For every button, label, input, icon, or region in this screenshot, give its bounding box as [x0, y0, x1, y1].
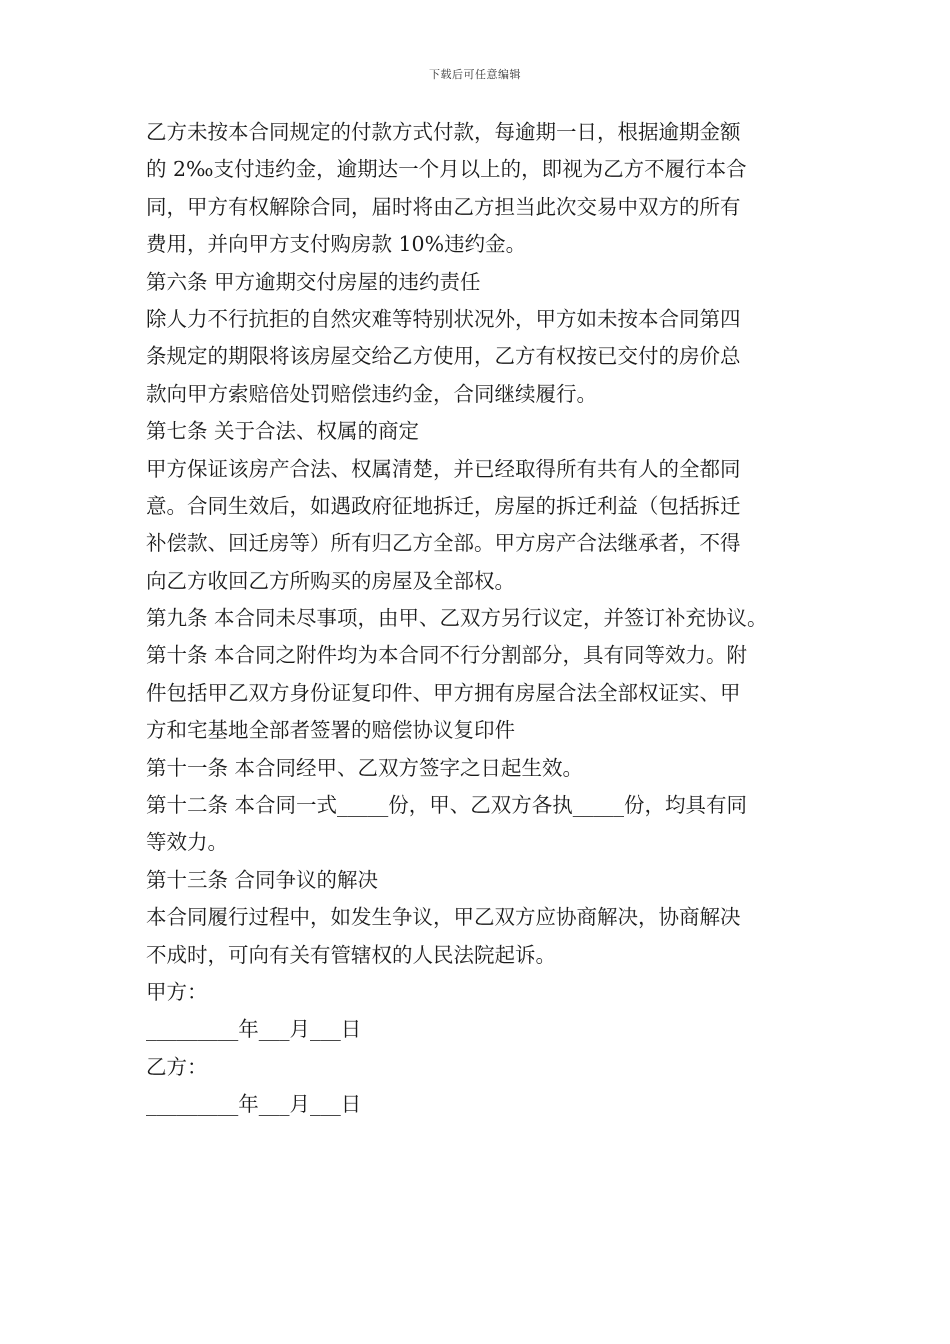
text-line: 除人力不行抗拒的自然灾难等特别状况外，甲方如未按本合同第四 [146, 306, 741, 331]
party-b-date-line: _________年___月___日 [146, 1092, 362, 1117]
party-a-label: 甲方： [146, 979, 208, 1004]
article-10: 第十条 本合同之附件均为本合同不行分割部分，具有同等效力。附 [146, 643, 748, 668]
article-heading-7: 第七条 关于合法、权属的商定 [146, 419, 420, 444]
article-11: 第十一条 本合同经甲、乙双方签字之日起生效。 [146, 755, 584, 780]
text-line: 的 2‰支付违约金，逾期达一个月以上的，即视为乙方不履行本合 [146, 157, 747, 182]
text-line: 等效力。 [146, 830, 228, 855]
article-heading-6: 第六条 甲方逾期交付房屋的违约责任 [146, 269, 481, 294]
contract-body [146, 114, 810, 1124]
text-line: 补偿款、回迁房等）所有归乙方全部。甲方房产合法继承者，不得 [146, 531, 741, 556]
text-line: 甲方保证该房产合法、权属清楚，并已经取得所有共有人的全都同 [146, 456, 741, 481]
text-line: 乙方未按本合同规定的付款方式付款，每逾期一日，根据逾期金额 [146, 120, 741, 144]
text-line: 件包括甲乙双方身份证复印件、甲方拥有房屋合法全部权证实、甲 [146, 680, 741, 705]
text-line: 方和宅基地全部者签署的赔偿协议复印件 [146, 718, 515, 743]
text-line: 意。合同生效后，如遇政府征地拆迁，房屋的拆迁利益（包括拆迁 [146, 493, 741, 518]
article-heading-13: 第十三条 合同争议的解决 [146, 867, 379, 892]
text-line: 向乙方收回乙方所购买的房屋及全部权。 [146, 568, 515, 593]
text-line: 同，甲方有权解除合同，届时将由乙方担当此次交易中双方的所有 [146, 194, 741, 219]
party-a-date-line: _________年___月___日 [146, 1017, 362, 1042]
text-line: 条规定的期限将该房屋交给乙方使用，乙方有权按已交付的房价总 [146, 344, 741, 369]
text-line: 款向甲方索赔倍处罚赔偿违约金，合同继续履行。 [146, 381, 597, 406]
party-b-label: 乙方： [146, 1054, 208, 1079]
text-line: 本合同履行过程中，如发生争议，甲乙双方应协商解决，协商解决 [146, 905, 741, 930]
text-line: 不成时，可向有关有管辖权的人民法院起诉。 [146, 942, 556, 967]
article-12: 第十二条 本合同一式_____份，甲、乙双方各执_____份，均具有同 [146, 793, 748, 818]
article-9: 第九条 本合同未尽事项，由甲、乙双方另行议定，并签订补充协议。 [146, 606, 768, 631]
text-line: 费用，并向甲方支付购房款 10%违约金。 [146, 232, 527, 257]
header-note: 下载后可任意编辑 [429, 68, 521, 81]
